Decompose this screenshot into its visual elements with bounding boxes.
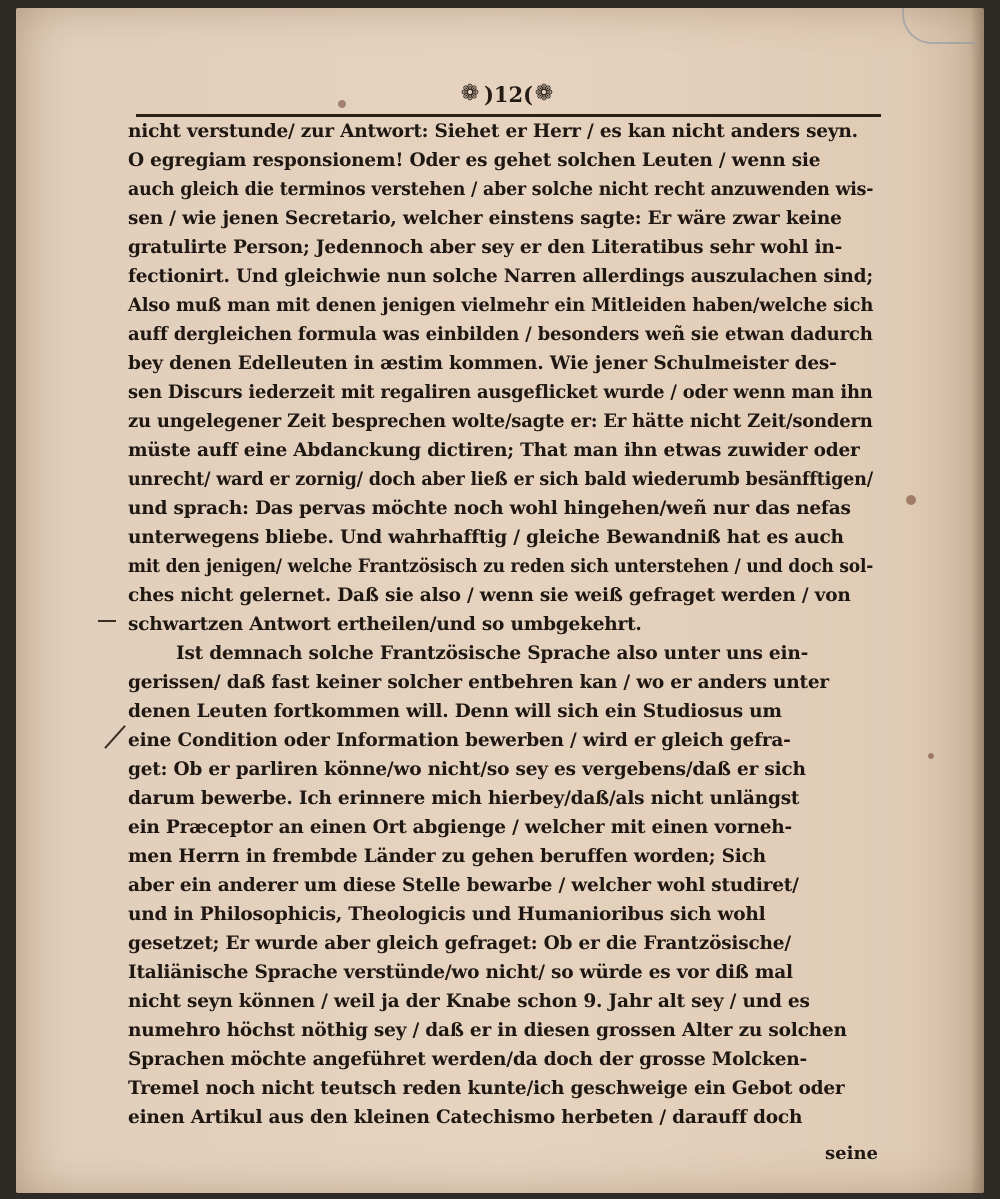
- text-line: auch gleich die terminos verstehen / aber solche nicht recht anzuwenden wis-: [128, 179, 874, 200]
- body-text: [128, 114, 873, 1144]
- text-line: mit den jenigen/ welche Frantzösisch zu reden sich unterstehen / und doch sol-: [128, 556, 874, 577]
- page-clip: [902, 8, 974, 44]
- ink-stain: [338, 100, 346, 108]
- text-line: gesetzet; Er wurde aber gleich gefraget: Ob er die Frantzösische/: [128, 933, 791, 954]
- text-line: ein Præceptor an einen Ort abgienge / welcher mit einen vorneh-: [128, 817, 792, 838]
- text-line: auff dergleichen formula was einbilden / besonders weñ sie etwan dadurch: [128, 324, 873, 345]
- text-line: Sprachen möchte angeführet werden/da doch der grosse Molcken-: [128, 1049, 808, 1070]
- text-line: einen Artikul aus den kleinen Catechismo herbeten / darauff doch: [128, 1107, 803, 1128]
- text-line: fectionirt. Und gleichwie nun solche Narren allerdings auszulachen sind;: [128, 266, 873, 287]
- text-line: men Herrn in frembde Länder zu gehen beruffen worden; Sich: [128, 846, 766, 867]
- text-line: eine Condition oder Information bewerben / wird er gleich gefra-: [128, 730, 791, 751]
- text-line: Also muß man mit denen jenigen vielmehr ein Mitleiden haben/welche sich: [128, 295, 874, 316]
- text-line: nicht verstunde/ zur Antwort: Siehet er Herr / es kan nicht anders seyn.: [128, 121, 858, 142]
- text-line: gratulirte Person; Jedennoch aber sey er den Literatibus sehr wohl in-: [128, 237, 843, 258]
- text-line: unterwegens bliebe. Und wahrhafftig / gleiche Bewandniß hat es auch: [128, 527, 844, 548]
- text-line: zu ungelegener Zeit besprechen wolte/sagte er: Er hätte nicht Zeit/sondern: [128, 411, 873, 432]
- text-line: und sprach: Das pervas möchte noch wohl hingehen/weñ nur das nefas: [128, 498, 851, 519]
- ink-stain: [906, 495, 916, 505]
- text-line: unrecht/ ward er zornig/ doch aber ließ er sich bald wiederumb besänfftigen/: [128, 469, 873, 490]
- text-line: Italiänische Sprache verstünde/wo nicht/ so würde es vor diß mal: [128, 962, 793, 983]
- page-header: [136, 78, 881, 118]
- text-line: numehro höchst nöthig sey / daß er in diesen grossen Alter zu solchen: [128, 1020, 847, 1041]
- text-line: ches nicht gelernet. Daß sie also / wenn sie weiß gefraget werden / von: [128, 585, 851, 606]
- text-line: bey denen Edelleuten in æstim kommen. Wie jener Schulmeister des-: [128, 353, 837, 374]
- flower-ornament-icon: ❁: [534, 81, 554, 106]
- page-number: )12(: [484, 82, 534, 107]
- text-line: sen / wie jenen Secretario, welcher einstens sagte: Er wäre zwar keine: [128, 208, 842, 229]
- text-line: und in Philosophicis, Theologicis und Humanioribus sich wohl: [128, 904, 766, 925]
- page-edge-shadow: [970, 8, 984, 1193]
- ink-stain: [928, 753, 934, 759]
- text-line: O egregiam responsionem! Oder es gehet solchen Leuten / wenn sie: [128, 150, 821, 171]
- text-line: Tremel noch nicht teutsch reden kunte/ich geschweige ein Gebot oder: [128, 1078, 845, 1099]
- flower-ornament-icon: ❁: [460, 81, 480, 106]
- text-line: nicht seyn können / weil ja der Knabe schon 9. Jahr alt sey / und es: [128, 991, 810, 1012]
- margin-mark: [98, 620, 116, 622]
- text-line: müste auff eine Abdanckung dictiren; That man ihn etwas zuwider oder: [128, 440, 860, 461]
- catchword: seine: [825, 1143, 878, 1164]
- text-line: aber ein anderer um diese Stelle bewarbe / welcher wohl studiret/: [128, 875, 799, 896]
- paragraph-start-line: Ist demnach solche Frantzösische Sprache also unter uns ein-: [176, 643, 809, 664]
- text-line: darum bewerbe. Ich erinnere mich hierbey/daß/als nicht unlängst: [128, 788, 800, 809]
- text-line: denen Leuten fortkommen will. Denn will sich ein Studiosus um: [128, 701, 782, 722]
- text-line: gerissen/ daß fast keiner solcher entbehren kan / wo er anders unter: [128, 672, 829, 693]
- text-line: get: Ob er parliren könne/wo nicht/so sey es vergebens/daß er sich: [128, 759, 806, 780]
- margin-mark: [104, 725, 126, 749]
- text-line: sen Discurs iederzeit mit regaliren ausgeflicket wurde / oder wenn man ihn: [128, 382, 873, 403]
- text-line: schwartzen Antwort ertheilen/und so umbgekehrt.: [128, 614, 642, 635]
